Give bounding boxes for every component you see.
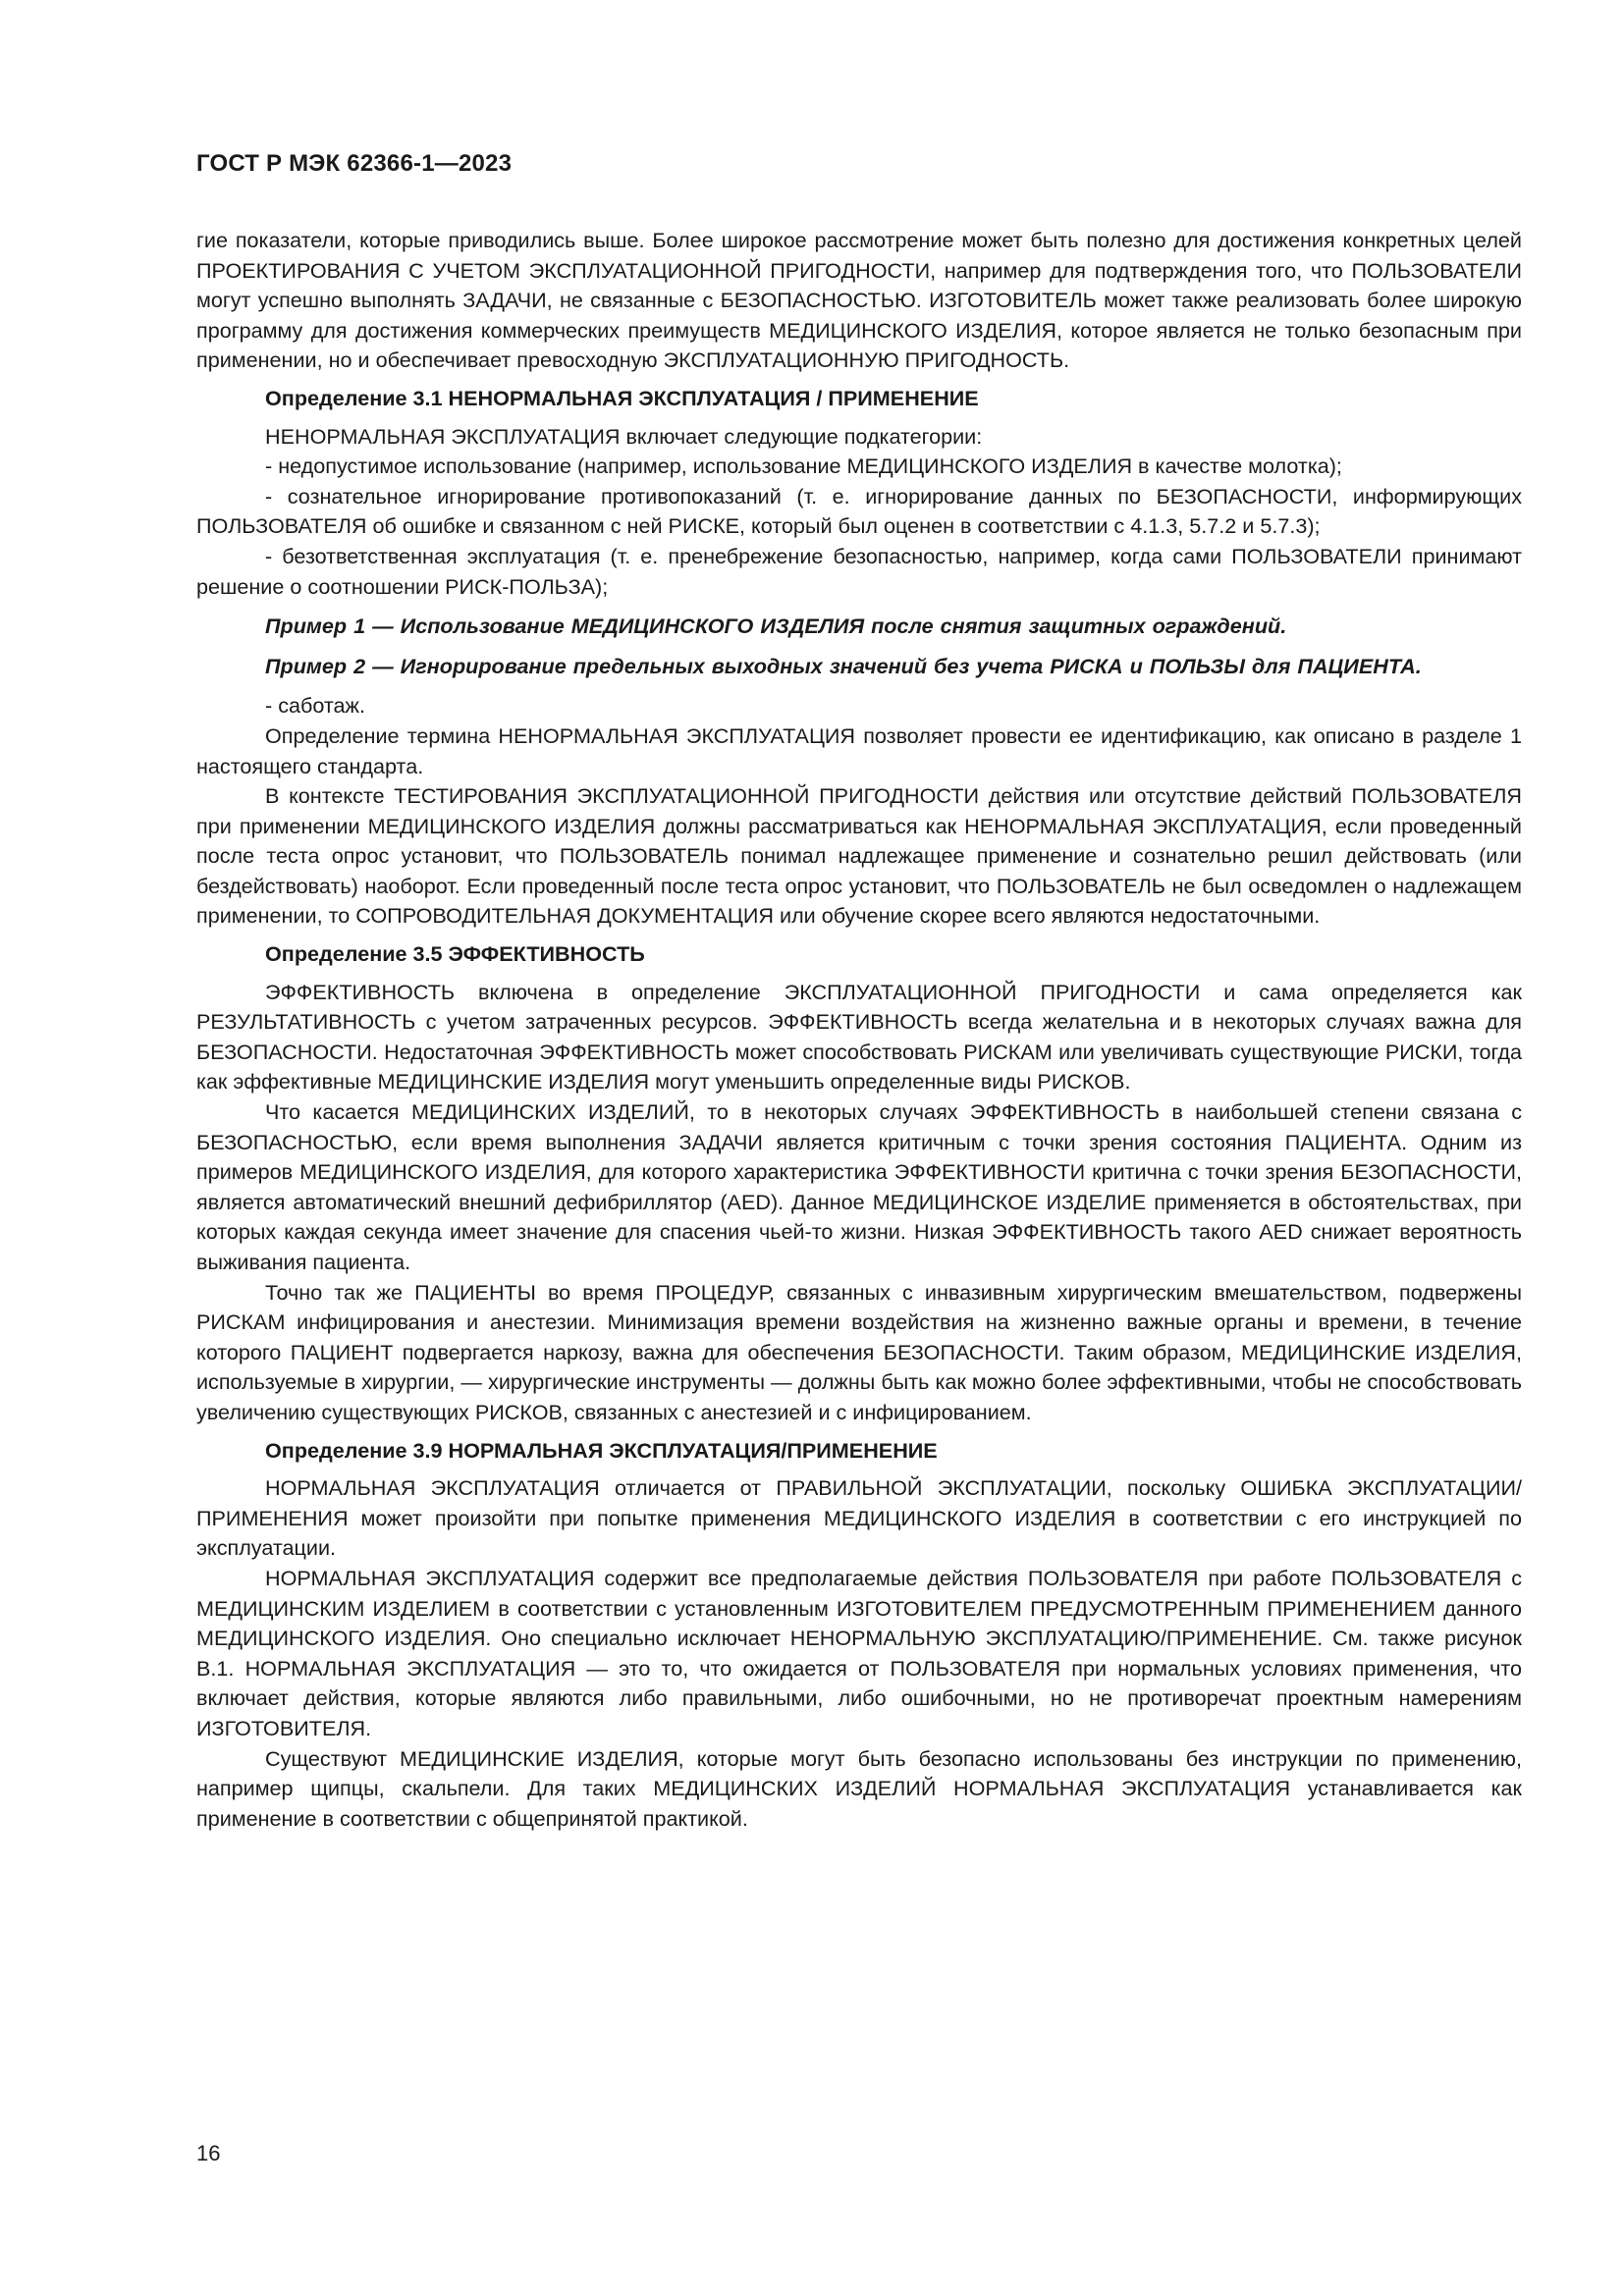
- section-3-5-paragraph: Точно так же ПАЦИЕНТЫ во время ПРОЦЕДУР, связанных с инвазивным хирургическим вмешательством, подвержены РИСКАМ инфицирования и анестезии. Минимизация времени воздействия на жизненно важные органы и времени, в течение которого ПАЦИЕНТ подвергается наркозу, важна для обеспечения БЕЗОПАСНОСТИ. Таким образом, МЕДИЦИНСКИЕ ИЗДЕЛИЯ, используемые в хирургии, — хирургические инструменты — должны быть как можно более эффективными, чтобы не способствовать увеличению существующих РИСКОВ, связанных с анестезией и с инфицированием.: [196, 1279, 1522, 1424]
- section-3-5-paragraph: ЭФФЕКТИВНОСТЬ включена в определение ЭКСПЛУАТАЦИОННОЙ ПРИГОДНОСТИ и сама определяется как РЕЗУЛЬТАТИВНОСТЬ с учетом затраченных ресурсов. ЭФФЕКТИВНОСТЬ всегда желательна и в некоторых случаях важна для БЕЗОПАСНОСТИ. Недостаточная ЭФФЕКТИВНОСТЬ может способствовать РИСКАМ или увеличивать существующие РИСКИ, тогда как эффективные МЕДИЦИНСКИЕ ИЗДЕЛИЯ могут уменьшить определенные виды РИСКОВ.: [196, 979, 1522, 1095]
- section-3-1-paragraph: Определение термина НЕНОРМАЛЬНАЯ ЭКСПЛУАТАЦИЯ позволяет провести ее идентификацию, как описано в разделе 1 настоящего стандарта.: [196, 722, 1522, 778]
- list-item: - саботаж.: [265, 693, 366, 719]
- section-3-9-paragraph: НОРМАЛЬНАЯ ЭКСПЛУАТАЦИЯ отличается от ПРАВИЛЬНОЙ ЭКСПЛУАТАЦИИ, поскольку ОШИБКА ЭКСПЛУАТАЦИИ/ПРИМЕНЕНИЯ может произойти при попытке применения МЕДИЦИНСКОГО ИЗДЕЛИЯ в соответствии с его инструкцией по эксплуатации.: [196, 1475, 1522, 1561]
- section-3-9-heading: Определение 3.9 НОРМАЛЬНАЯ ЭКСПЛУАТАЦИЯ/ПРИМЕНЕНИЕ: [265, 1437, 938, 1463]
- section-3-1-paragraph: В контексте ТЕСТИРОВАНИЯ ЭКСПЛУАТАЦИОННОЙ ПРИГОДНОСТИ действия или отсутствие действий ПОЛЬЗОВАТЕЛЯ при применении МЕДИЦИНСКОГО ИЗДЕЛИЯ должны рассматриваться как НЕНОРМАЛЬНАЯ ЭКСПЛУАТАЦИЯ, если проведенный после теста опрос установит, что ПОЛЬЗОВАТЕЛЬ понимал надлежащее применение и сознательно решил действовать (или бездействовать) наоборот. Если проведенный после теста опрос установит, что ПОЛЬЗОВАТЕЛЬ не был осведомлен о надлежащем применении, то СОПРОВОДИТЕЛЬНАЯ ДОКУМЕНТАЦИЯ или обучение скорее всего являются недостаточными.: [196, 783, 1522, 929]
- section-3-1-heading: Определение 3.1 НЕНОРМАЛЬНАЯ ЭКСПЛУАТАЦИЯ / ПРИМЕНЕНИЕ: [265, 385, 979, 410]
- section-3-9-paragraph: Существуют МЕДИЦИНСКИЕ ИЗДЕЛИЯ, которые могут быть безопасно использованы без инструкции по применению, например щипцы, скальпели. Для таких МЕДИЦИНСКИХ ИЗДЕЛИЙ НОРМАЛЬНАЯ ЭКСПЛУАТАЦИЯ устанавливается как применение в соответствии с общепринятой практикой.: [196, 1745, 1522, 1831]
- list-item: - недопустимое использование (например, использование МЕДИЦИНСКОГО ИЗДЕЛИЯ в качестве молотка);: [265, 454, 1342, 479]
- section-3-5-heading: Определение 3.5 ЭФФЕКТИВНОСТЬ: [265, 941, 645, 967]
- document-header: ГОСТ Р МЭК 62366-1—2023: [196, 150, 513, 177]
- example-2: Пример 2 — Игнорирование предельных выходных значений без учета РИСКА и ПОЛЬЗЫ для ПАЦИЕНТА.: [265, 653, 1422, 678]
- intro-paragraph: гие показатели, которые приводились выше. Более широкое рассмотрение может быть полезно для достижения конкретных целей ПРОЕКТИРОВАНИЯ С УЧЕТОМ ЭКСПЛУАТАЦИОННОЙ ПРИГОДНОСТИ, например для подтверждения того, что ПОЛЬЗОВАТЕЛИ могут успешно выполнять ЗАДАЧИ, не связанные с БЕЗОПАСНОСТЬЮ. ИЗГОТОВИТЕЛЬ может также реализовать более широкую программу для достижения коммерческих преимуществ МЕДИЦИНСКОГО ИЗДЕЛИЯ, которое является не только безопасным при применении, но и обеспечивает превосходную ЭКСПЛУАТАЦИОННУЮ ПРИГОДНОСТЬ.: [196, 228, 1522, 373]
- document-page: [196, 0, 1522, 2296]
- section-3-1-lead: НЕНОРМАЛЬНАЯ ЭКСПЛУАТАЦИЯ включает следующие подкатегории:: [265, 423, 983, 449]
- list-item: - сознательное игнорирование противопоказаний (т. е. игнорирование данных по БЕЗОПАСНОСТИ, информирующих ПОЛЬЗОВАТЕЛЯ об ошибке и связанном с ней РИСКЕ, который был оценен в соответствии с 4.1.3, 5.7.2 и 5.7.3);: [196, 483, 1522, 539]
- section-3-9-paragraph: НОРМАЛЬНАЯ ЭКСПЛУАТАЦИЯ содержит все предполагаемые действия ПОЛЬЗОВАТЕЛЯ при работе ПОЛЬЗОВАТЕЛЯ с МЕДИЦИНСКИМ ИЗДЕЛИЕМ в соответствии с установленным ИЗГОТОВИТЕЛЕМ ПРЕДУСМОТРЕННЫМ ПРИМЕНЕНИЕМ данного МЕДИЦИНСКОГО ИЗДЕЛИЯ. Оно специально исключает НЕНОРМАЛЬНУЮ ЭКСПЛУАТАЦИЮ/ПРИМЕНЕНИЕ. См. также рисунок B.1. НОРМАЛЬНАЯ ЭКСПЛУАТАЦИЯ — это то, что ожидается от ПОЛЬЗОВАТЕЛЯ при нормальных условиях применения, что включает действия, которые являются либо правильными, либо ошибочными, но не противоречат проектным намерениям ИЗГОТОВИТЕЛЯ.: [196, 1565, 1522, 1740]
- section-3-5-paragraph: Что касается МЕДИЦИНСКИХ ИЗДЕЛИЙ, то в некоторых случаях ЭФФЕКТИВНОСТЬ в наибольшей степени связана с БЕЗОПАСНОСТЬЮ, если время выполнения ЗАДАЧИ является критичным с точки зрения состояния ПАЦИЕНТА. Одним из примеров МЕДИЦИНСКОГО ИЗДЕЛИЯ, для которого характеристика ЭФФЕКТИВНОСТИ критична с точки зрения БЕЗОПАСНОСТИ, является автоматический внешний дефибриллятор (AED). Данное МЕДИЦИНСКОЕ ИЗДЕЛИЕ применяется в обстоятельствах, при которых каждая секунда имеет значение для спасения чьей-то жизни. Низкая ЭФФЕКТИВНОСТЬ такого AED снижает вероятность выживания пациента.: [196, 1099, 1522, 1274]
- page-number: 16: [196, 2141, 221, 2165]
- example-1: Пример 1 — Использование МЕДИЦИНСКОГО ИЗДЕЛИЯ после снятия защитных ограждений.: [265, 614, 1287, 639]
- list-item: - безответственная эксплуатация (т. е. пренебрежение безопасностью, например, когда сами ПОЛЬЗОВАТЕЛИ принимают решение о соотношении РИСК-ПОЛЬЗА);: [196, 543, 1522, 599]
- document-body: [196, 226, 1522, 1834]
